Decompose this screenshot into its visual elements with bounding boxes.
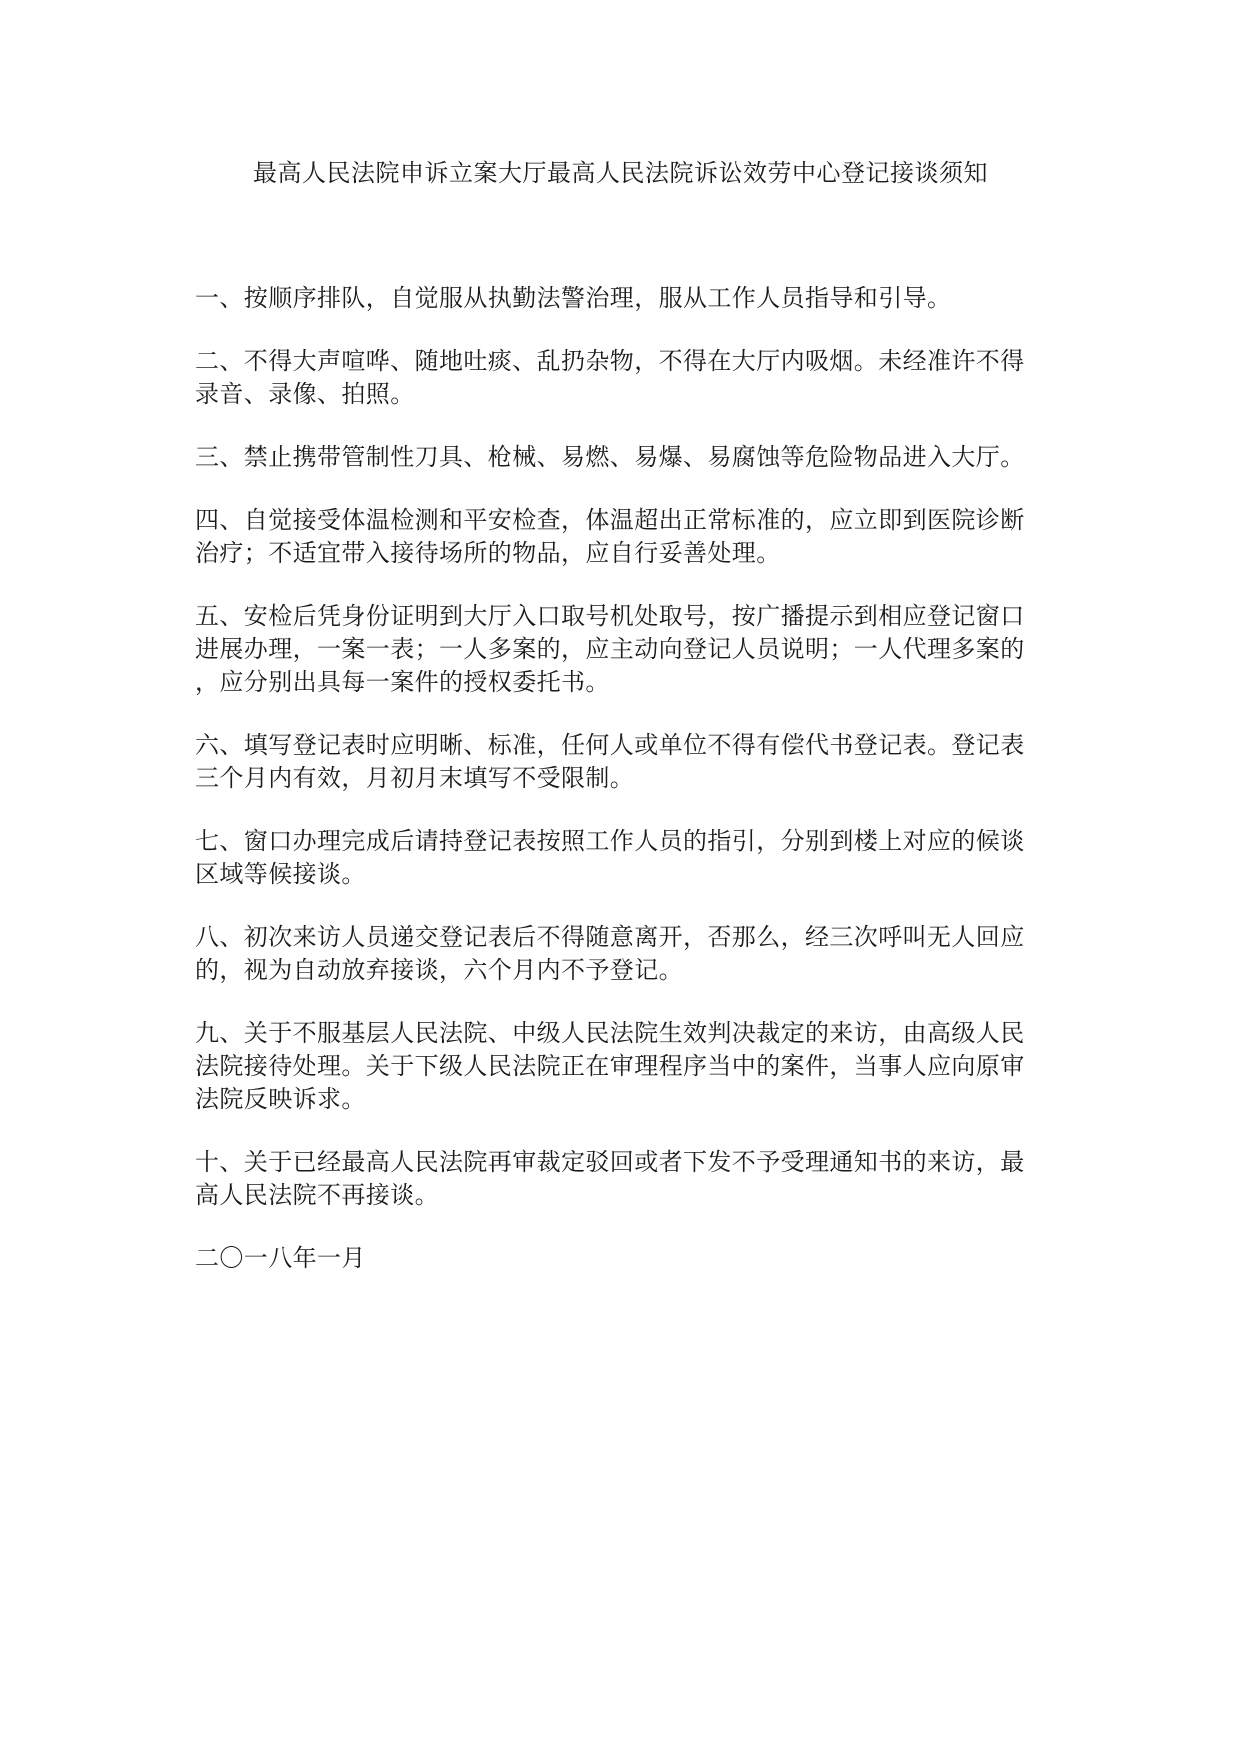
paragraph-line: 区域等候接谈。 [195,860,366,888]
paragraph-4 [195,504,1055,570]
paragraph-6 [195,729,1055,795]
paragraph-8 [195,921,1055,987]
paragraph-line: 十、关于已经最高人民法院再审裁定驳回或者下发不予受理通知书的来访，最 [195,1148,1025,1176]
paragraph-line: 录音、录像、拍照。 [195,380,415,408]
paragraph-9 [195,1017,1055,1116]
paragraph-line: ，应分别出具每一案件的授权委托书。 [195,668,610,696]
paragraph-line: 法院反映诉求。 [195,1085,366,1113]
document-date: 二〇一八年一月 [195,1244,366,1272]
paragraph-line: 八、初次来访人员递交登记表后不得随意离开，否那么，经三次呼叫无人回应 [195,923,1025,951]
paragraph-line: 六、填写登记表时应明晰、标准，任何人或单位不得有偿代书登记表。登记表 [195,731,1025,759]
paragraph-line: 四、自觉接受体温检测和平安检查，体温超出正常标准的，应立即到医院诊断 [195,506,1025,534]
paragraph-line: 的，视为自动放弃接谈，六个月内不予登记。 [195,956,683,984]
paragraph-line: 一、按顺序排队，自觉服从执勤法警治理，服从工作人员指导和引导。 [195,284,952,312]
document-body [195,282,1055,1275]
paragraph-5 [195,600,1055,699]
paragraph-2 [195,345,1055,411]
paragraph-line: 九、关于不服基层人民法院、中级人民法院生效判决裁定的来访，由高级人民 [195,1019,1025,1047]
paragraph-3 [195,441,1055,474]
paragraph-line: 治疗；不适宜带入接待场所的物品，应自行妥善处理。 [195,539,781,567]
paragraph-line: 二、不得大声喧哗、随地吐痰、乱扔杂物，不得在大厅内吸烟。未经准许不得 [195,347,1025,375]
paragraph-line: 三个月内有效，月初月末填写不受限制。 [195,764,635,792]
paragraph-1 [195,282,1055,315]
paragraph-line: 法院接待处理。关于下级人民法院正在审理程序当中的案件，当事人应向原审 [195,1052,1025,1080]
paragraph-line: 进展办理，一案一表；一人多案的，应主动向登记人员说明；一人代理多案的 [195,635,1025,663]
document-title: 最高人民法院申诉立案大厅最高人民法院诉讼效劳中心登记接谈须知 [253,159,988,187]
paragraph-10 [195,1146,1055,1212]
paragraph-line: 七、窗口办理完成后请持登记表按照工作人员的指引，分别到楼上对应的候谈 [195,827,1025,855]
paragraph-line: 高人民法院不再接谈。 [195,1181,439,1209]
paragraph-line: 五、安检后凭身份证明到大厅入口取号机处取号，按广播提示到相应登记窗口 [195,602,1025,630]
paragraph-7 [195,825,1055,891]
paragraph-line: 三、禁止携带管制性刀具、枪械、易燃、易爆、易腐蚀等危险物品进入大厅。 [195,443,1025,471]
